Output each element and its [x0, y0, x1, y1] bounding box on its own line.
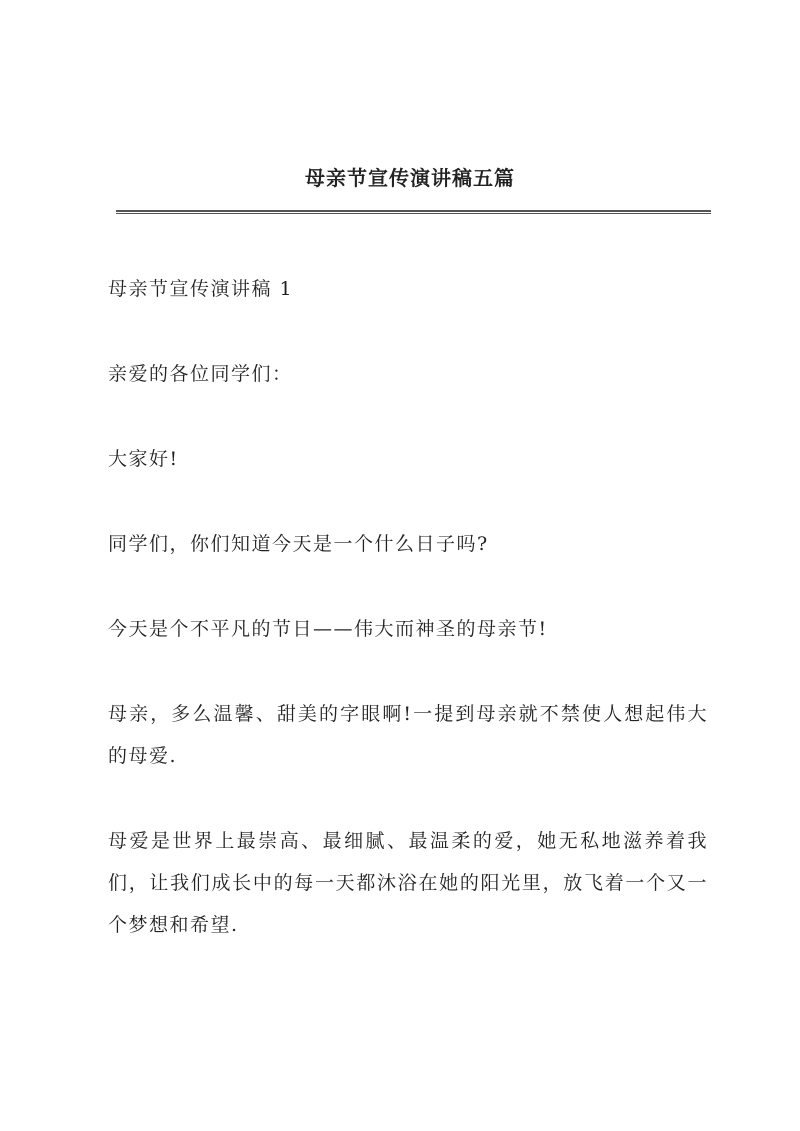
- body-paragraph: 母爱是世界上最崇高、最细腻、最温柔的爱，她无私地滋养着我们，让我们成长中的每一天都沐浴在她的阳光里，放飞着一个又一个梦想和希望.: [108, 830, 708, 936]
- body-paragraph: 母亲，多么温馨、甜美的字眼啊!一提到母亲就不禁使人想起伟大的母爱.: [108, 703, 708, 767]
- document-body: [108, 268, 708, 989]
- body-paragraph: 今天是个不平凡的节日——伟大而神圣的母亲节!: [108, 618, 548, 640]
- salutation: 亲爱的各位同学们：: [108, 363, 293, 385]
- section-heading: 母亲节宣传演讲稿 1: [108, 278, 294, 300]
- document-title: 母亲节宣传演讲稿五篇: [305, 166, 515, 190]
- body-paragraph: 同学们，你们知道今天是一个什么日子吗?: [108, 533, 489, 555]
- greeting: 大家好!: [108, 448, 179, 470]
- title-divider: [116, 210, 711, 214]
